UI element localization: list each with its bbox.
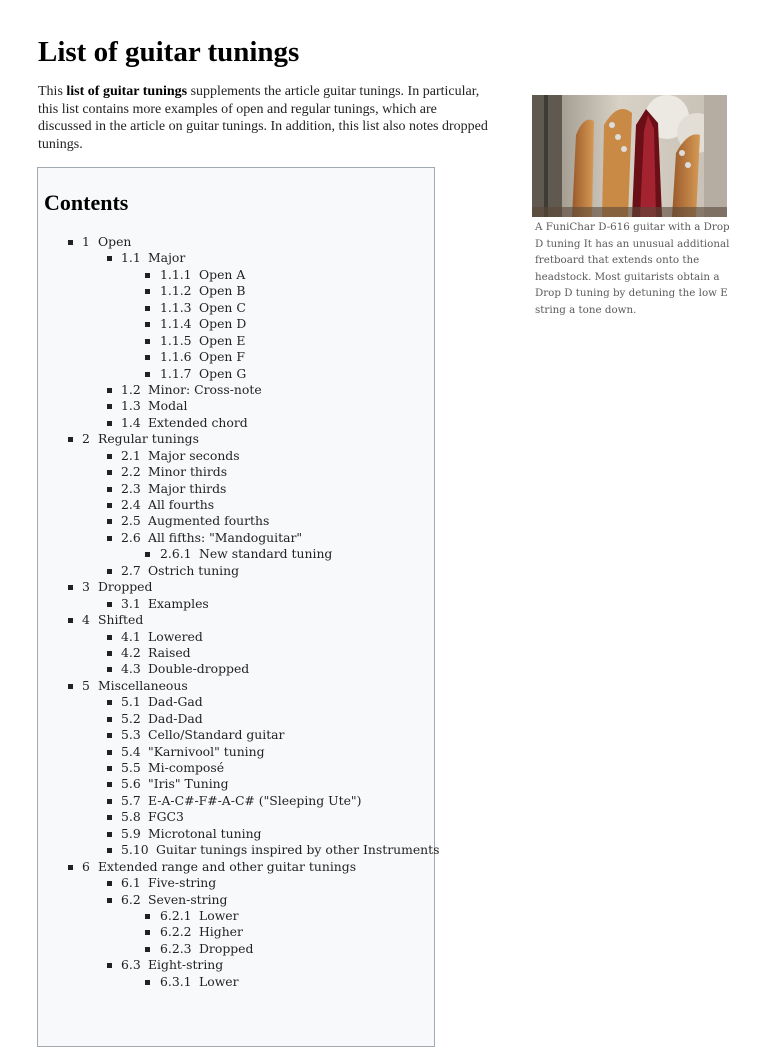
toc-item-label[interactable]: Dropped xyxy=(199,940,254,956)
toc-item-number: 1.1.5 xyxy=(160,332,192,348)
bullet-icon xyxy=(107,635,112,640)
toc-item-number: 2 xyxy=(82,431,90,447)
intro-paragraph xyxy=(38,83,488,153)
toc-item-label[interactable]: Open D xyxy=(199,316,247,332)
bullet-icon xyxy=(68,865,73,870)
bullet-icon xyxy=(68,684,73,689)
toc-item-number: 5.8 xyxy=(121,809,141,825)
toc-item-number: 5.7 xyxy=(121,792,141,808)
bullet-icon xyxy=(107,503,112,508)
toc-item-label[interactable]: FGC3 xyxy=(148,809,184,825)
bullet-icon xyxy=(68,437,73,442)
toc-item-label[interactable]: Major xyxy=(148,250,186,266)
toc-item-label[interactable]: Dropped xyxy=(98,579,153,595)
bullet-icon xyxy=(107,898,112,903)
bullet-icon xyxy=(107,733,112,738)
toc-item-label[interactable]: Higher xyxy=(199,924,243,940)
toc-item-label[interactable]: Augmented fourths xyxy=(148,513,270,529)
toc-item-label[interactable]: Open B xyxy=(199,283,246,299)
toc-item-label[interactable]: Miscellaneous xyxy=(98,677,188,693)
bullet-icon xyxy=(145,372,150,377)
toc-item-label[interactable]: Eight-string xyxy=(148,957,224,973)
bullet-icon xyxy=(145,273,150,278)
toc-item-label[interactable]: Dad-Dad xyxy=(148,710,203,726)
page-title: List of guitar tunings xyxy=(38,36,300,68)
toc-item-number: 6.2.2 xyxy=(160,924,192,940)
toc-item-label[interactable]: Open E xyxy=(199,332,246,348)
toc-item-number: 5.6 xyxy=(121,776,141,792)
toc-item-label[interactable]: "Karnivool" tuning xyxy=(148,743,265,759)
bullet-icon xyxy=(107,815,112,820)
intro-bold-term: list of guitar tunings xyxy=(66,84,188,99)
toc-item-label[interactable]: Open A xyxy=(199,266,246,282)
bullet-icon xyxy=(107,700,112,705)
toc-item-label[interactable]: Major thirds xyxy=(148,480,227,496)
toc-item-label[interactable]: All fifths: "Mandoguitar" xyxy=(148,529,303,545)
bullet-icon xyxy=(107,766,112,771)
toc-item-number: 5.5 xyxy=(121,760,141,775)
toc-item-label[interactable]: Shifted xyxy=(98,612,144,628)
bullet-icon xyxy=(107,799,112,804)
toc-item-label[interactable]: Microtonal tuning xyxy=(148,825,262,841)
bullet-icon xyxy=(68,585,73,590)
toc-item-label[interactable]: Cello/Standard guitar xyxy=(148,727,285,743)
toc-item-number: 1.1.1 xyxy=(160,266,192,282)
toc-item-label[interactable]: Extended chord xyxy=(148,414,248,430)
bullet-icon xyxy=(145,980,150,985)
toc-item-number: 1.4 xyxy=(121,414,141,430)
toc-item-label[interactable]: Major seconds xyxy=(148,447,240,463)
toc-item-number: 3.1 xyxy=(121,595,141,611)
toc-item-number: 6.2.1 xyxy=(160,907,192,923)
bullet-icon xyxy=(145,322,150,327)
toc-item-number: 1.3 xyxy=(121,398,141,414)
toc-item-number: 2.5 xyxy=(121,513,141,529)
toc-item-label[interactable]: Modal xyxy=(148,398,188,414)
guitar-headstocks-photo xyxy=(532,95,727,217)
toc-item-number: 1.1.2 xyxy=(160,283,192,299)
bullet-icon xyxy=(145,289,150,294)
toc-item-number: 2.2 xyxy=(121,464,141,480)
bullet-icon xyxy=(145,552,150,557)
toc-item-label[interactable]: Examples xyxy=(148,595,209,611)
toc-item-label[interactable]: Open xyxy=(98,234,132,249)
toc-item-number: 4.3 xyxy=(121,661,141,677)
toc-item-label[interactable]: "Iris" Tuning xyxy=(148,776,229,792)
toc-item-number: 5.2 xyxy=(121,710,141,726)
table-of-contents xyxy=(37,167,440,1047)
bullet-icon xyxy=(107,651,112,656)
toc-item-number: 1 xyxy=(82,234,90,249)
bullet-icon xyxy=(107,782,112,787)
bullet-icon xyxy=(107,569,112,574)
toc-item-label[interactable]: Dad-Gad xyxy=(148,694,203,710)
toc-item-label[interactable]: Regular tunings xyxy=(98,431,199,447)
intro-rest: supplements the article guitar tunings. In particular, this list contains more examples of open and regular tunings, which are discussed in the article on guitar tunings. In addition, this list also notes dropped tunings. xyxy=(38,84,488,152)
bullet-icon xyxy=(145,947,150,952)
toc-item-number: 1.2 xyxy=(121,381,141,397)
bullet-icon xyxy=(68,240,73,245)
toc-item-label[interactable]: Five-string xyxy=(148,875,217,891)
toc-item-label[interactable]: Open F xyxy=(199,349,245,365)
toc-item-label[interactable]: Seven-string xyxy=(148,891,228,907)
bullet-icon xyxy=(145,930,150,935)
toc-item-number: 5.10 xyxy=(121,842,149,858)
toc-item-number: 6 xyxy=(82,858,90,874)
toc-item-number: 1.1.7 xyxy=(160,365,192,381)
toc-item-number: 1.1.6 xyxy=(160,349,192,365)
toc-item-label[interactable]: Lower xyxy=(199,907,239,923)
toc-item-label[interactable]: Minor thirds xyxy=(148,464,228,480)
bullet-icon xyxy=(145,914,150,919)
bullet-icon xyxy=(107,717,112,722)
toc-item-label[interactable]: Extended range and other guitar tunings xyxy=(98,858,357,874)
toc-item-number: 5 xyxy=(82,677,90,693)
toc-item-number: 5.9 xyxy=(121,825,141,841)
toc-item-number: 4.2 xyxy=(121,644,141,660)
bullet-icon xyxy=(107,536,112,541)
toc-item-label[interactable]: Minor: Cross-note xyxy=(148,381,262,397)
toc-item-label[interactable]: Lowered xyxy=(148,628,203,644)
bullet-icon xyxy=(107,881,112,886)
bullet-icon xyxy=(145,339,150,344)
toc-item-label[interactable]: Double-dropped xyxy=(148,661,250,677)
toc-item-number: 5.1 xyxy=(121,694,141,710)
toc-item-number: 6.2 xyxy=(121,891,141,907)
toc-item-number: 1.1 xyxy=(121,250,141,266)
toc-item-label[interactable]: Mi-composé xyxy=(148,760,225,775)
bullet-icon xyxy=(107,848,112,853)
bullet-icon xyxy=(68,618,73,623)
bullet-icon xyxy=(107,454,112,459)
bullet-icon xyxy=(107,832,112,837)
toc-item-number: 5.3 xyxy=(121,727,141,743)
bullet-icon xyxy=(107,750,112,755)
bullet-icon xyxy=(145,306,150,311)
toc-item-number: 3 xyxy=(82,579,90,595)
bullet-icon xyxy=(107,256,112,261)
bullet-icon xyxy=(107,667,112,672)
toc-item-number: 5.4 xyxy=(121,743,141,759)
bullet-icon xyxy=(107,602,112,607)
bullet-icon xyxy=(107,487,112,492)
intro-lead: This xyxy=(38,84,67,99)
toc-item-label[interactable]: Open G xyxy=(199,365,247,381)
toc-item-number: 2.6 xyxy=(121,529,141,545)
bullet-icon xyxy=(107,421,112,426)
image-caption: A FuniChar D-616 guitar with a Drop D tuning It has an unusual additional fretboard that extends onto the headstock. Most guitarists obtain a Drop D tuning by detuning the low E string a tone down. xyxy=(535,221,730,316)
toc-item-label[interactable]: Lower xyxy=(199,973,239,989)
toc-item-number: 6.2.3 xyxy=(160,940,192,956)
bullet-icon xyxy=(107,388,112,393)
toc-item-number: 4 xyxy=(82,612,90,628)
toc-item-number: 2.6.1 xyxy=(160,546,192,562)
toc-item-label[interactable]: All fourths xyxy=(148,497,215,512)
toc-item-number: 6.1 xyxy=(121,875,141,891)
toc-item-number: 2.3 xyxy=(121,480,141,496)
bullet-icon xyxy=(145,355,150,360)
toc-item-label[interactable]: Ostrich tuning xyxy=(148,562,240,578)
toc-item-number: 2.4 xyxy=(121,497,141,512)
toc-item-number: 2.7 xyxy=(121,562,141,578)
toc-item-number: 6.3 xyxy=(121,957,141,973)
toc-item-number: 6.3.1 xyxy=(160,973,192,989)
toc-item-label[interactable]: E-A-C#-F#-A-C# ("Sleeping Ute") xyxy=(148,792,362,808)
toc-title: Contents xyxy=(44,190,129,215)
toc-item-number: 2.1 xyxy=(121,447,141,463)
bullet-icon xyxy=(107,404,112,409)
toc-item-label[interactable]: Guitar tunings inspired by other Instruments xyxy=(156,842,440,858)
toc-item-number: 4.1 xyxy=(121,628,141,644)
toc-item-label[interactable]: New standard tuning xyxy=(199,546,333,562)
toc-item-number: 1.1.4 xyxy=(160,316,192,332)
guitar-headstocks-image[interactable] xyxy=(532,95,727,217)
toc-item-number: 1.1.3 xyxy=(160,299,192,315)
bullet-icon xyxy=(107,519,112,524)
bullet-icon xyxy=(107,963,112,968)
bullet-icon xyxy=(107,470,112,475)
toc-item-label[interactable]: Raised xyxy=(148,644,191,660)
toc-item-label[interactable]: Open C xyxy=(199,299,246,315)
